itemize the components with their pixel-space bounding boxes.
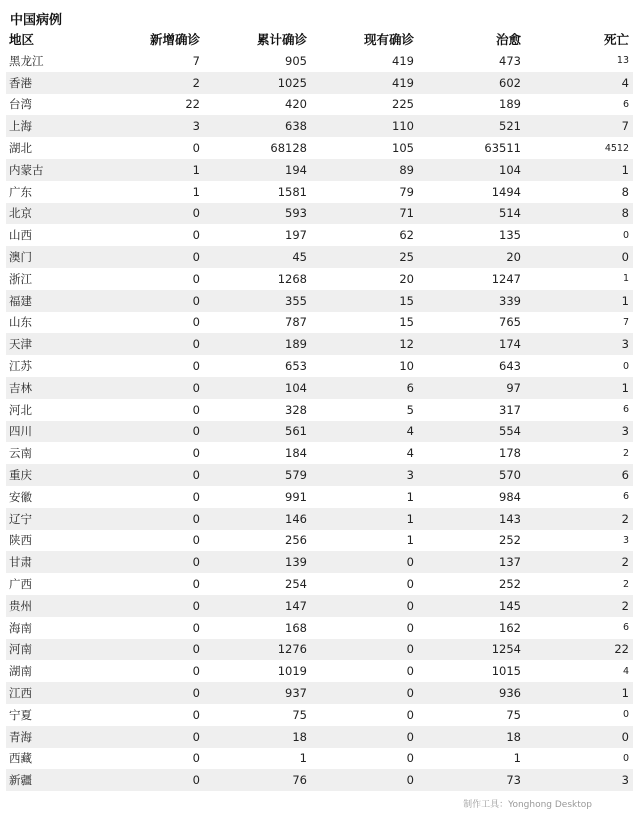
recovered-cell: 252 <box>420 530 527 552</box>
region-cell: 江西 <box>6 682 94 704</box>
recovered-cell: 189 <box>420 94 527 116</box>
new-confirmed-cell: 0 <box>94 290 206 312</box>
current-confirmed-cell: 71 <box>313 203 420 225</box>
new-confirmed-cell: 0 <box>94 442 206 464</box>
deaths-cell: 0 <box>527 704 633 726</box>
table-row <box>6 486 633 508</box>
new-confirmed-cell: 0 <box>94 268 206 290</box>
deaths-cell: 3 <box>527 769 633 791</box>
total-confirmed-cell: 1581 <box>206 181 313 203</box>
deaths-cell: 6 <box>527 399 633 421</box>
deaths-cell: 2 <box>527 573 633 595</box>
new-confirmed-cell: 0 <box>94 639 206 661</box>
current-confirmed-cell: 105 <box>313 137 420 159</box>
table-body <box>6 50 633 791</box>
recovered-cell: 339 <box>420 290 527 312</box>
recovered-cell: 73 <box>420 769 527 791</box>
current-confirmed-cell: 110 <box>313 115 420 137</box>
deaths-cell: 7 <box>527 312 633 334</box>
deaths-cell: 6 <box>527 617 633 639</box>
region-cell: 贵州 <box>6 595 94 617</box>
deaths-cell: 13 <box>527 50 633 72</box>
table-row <box>6 682 633 704</box>
column-header-new-confirmed[interactable]: 新增确诊 <box>149 31 200 47</box>
current-confirmed-cell: 0 <box>313 573 420 595</box>
recovered-cell: 143 <box>420 508 527 530</box>
new-confirmed-cell: 1 <box>94 159 206 181</box>
current-confirmed-cell: 1 <box>313 486 420 508</box>
total-confirmed-cell: 18 <box>206 726 313 748</box>
deaths-cell: 2 <box>527 442 633 464</box>
region-cell: 青海 <box>6 726 94 748</box>
region-cell: 辽宁 <box>6 508 94 530</box>
region-cell: 四川 <box>6 421 94 443</box>
region-cell: 福建 <box>6 290 94 312</box>
region-cell: 黑龙江 <box>6 50 94 72</box>
table-row <box>6 312 633 334</box>
table-row <box>6 355 633 377</box>
deaths-cell: 0 <box>527 224 633 246</box>
total-confirmed-cell: 1025 <box>206 72 313 94</box>
table-row <box>6 769 633 791</box>
new-confirmed-cell: 0 <box>94 355 206 377</box>
region-cell: 山东 <box>6 312 94 334</box>
recovered-cell: 984 <box>420 486 527 508</box>
total-confirmed-cell: 45 <box>206 246 313 268</box>
region-cell: 湖南 <box>6 660 94 682</box>
region-cell: 香港 <box>6 72 94 94</box>
current-confirmed-cell: 225 <box>313 94 420 116</box>
deaths-cell: 0 <box>527 246 633 268</box>
deaths-cell: 1 <box>527 290 633 312</box>
column-header-total-confirmed[interactable]: 累计确诊 <box>256 31 307 47</box>
recovered-cell: 1247 <box>420 268 527 290</box>
total-confirmed-cell: 147 <box>206 595 313 617</box>
current-confirmed-cell: 62 <box>313 224 420 246</box>
region-cell: 台湾 <box>6 94 94 116</box>
current-confirmed-cell: 0 <box>313 639 420 661</box>
deaths-cell: 1 <box>527 377 633 399</box>
new-confirmed-cell: 0 <box>94 203 206 225</box>
new-confirmed-cell: 0 <box>94 486 206 508</box>
total-confirmed-cell: 76 <box>206 769 313 791</box>
total-confirmed-cell: 75 <box>206 704 313 726</box>
recovered-cell: 473 <box>420 50 527 72</box>
total-confirmed-cell: 256 <box>206 530 313 552</box>
current-confirmed-cell: 0 <box>313 726 420 748</box>
region-cell: 海南 <box>6 617 94 639</box>
recovered-cell: 643 <box>420 355 527 377</box>
recovered-cell: 1494 <box>420 181 527 203</box>
region-cell: 澳门 <box>6 246 94 268</box>
column-header-region[interactable]: 地区 <box>9 31 35 47</box>
recovered-cell: 1015 <box>420 660 527 682</box>
current-confirmed-cell: 419 <box>313 72 420 94</box>
current-confirmed-cell: 3 <box>313 464 420 486</box>
deaths-cell: 3 <box>527 333 633 355</box>
footer-credit: 制作工具：Yonghong Desktop <box>463 800 592 810</box>
new-confirmed-cell: 0 <box>94 660 206 682</box>
current-confirmed-cell: 20 <box>313 268 420 290</box>
current-confirmed-cell: 15 <box>313 290 420 312</box>
new-confirmed-cell: 0 <box>94 704 206 726</box>
new-confirmed-cell: 0 <box>94 333 206 355</box>
recovered-cell: 602 <box>420 72 527 94</box>
table-header-row <box>6 27 633 50</box>
region-cell: 广东 <box>6 181 94 203</box>
total-confirmed-cell: 68128 <box>206 137 313 159</box>
new-confirmed-cell: 7 <box>94 50 206 72</box>
region-cell: 江苏 <box>6 355 94 377</box>
deaths-cell: 1 <box>527 159 633 181</box>
total-confirmed-cell: 420 <box>206 94 313 116</box>
table-row <box>6 464 633 486</box>
total-confirmed-cell: 168 <box>206 617 313 639</box>
table-row <box>6 399 633 421</box>
recovered-cell: 135 <box>420 224 527 246</box>
column-header-deaths[interactable]: 死亡 <box>603 31 629 47</box>
new-confirmed-cell: 0 <box>94 421 206 443</box>
column-header-recovered[interactable]: 治愈 <box>495 31 521 47</box>
table-row <box>6 595 633 617</box>
new-confirmed-cell: 0 <box>94 530 206 552</box>
deaths-cell: 8 <box>527 181 633 203</box>
table-row <box>6 159 633 181</box>
total-confirmed-cell: 254 <box>206 573 313 595</box>
current-confirmed-cell: 419 <box>313 50 420 72</box>
region-cell: 浙江 <box>6 268 94 290</box>
total-confirmed-cell: 1276 <box>206 639 313 661</box>
current-confirmed-cell: 79 <box>313 181 420 203</box>
table-row <box>6 333 633 355</box>
new-confirmed-cell: 1 <box>94 181 206 203</box>
deaths-cell: 0 <box>527 726 633 748</box>
current-confirmed-cell: 4 <box>313 421 420 443</box>
deaths-cell: 1 <box>527 682 633 704</box>
new-confirmed-cell: 0 <box>94 464 206 486</box>
region-cell: 西藏 <box>6 748 94 770</box>
current-confirmed-cell: 1 <box>313 530 420 552</box>
deaths-cell: 22 <box>527 639 633 661</box>
recovered-cell: 104 <box>420 159 527 181</box>
region-cell: 湖北 <box>6 137 94 159</box>
region-cell: 河北 <box>6 399 94 421</box>
current-confirmed-cell: 10 <box>313 355 420 377</box>
total-confirmed-cell: 653 <box>206 355 313 377</box>
total-confirmed-cell: 328 <box>206 399 313 421</box>
current-confirmed-cell: 0 <box>313 595 420 617</box>
total-confirmed-cell: 561 <box>206 421 313 443</box>
deaths-cell: 8 <box>527 203 633 225</box>
region-cell: 天津 <box>6 333 94 355</box>
region-cell: 上海 <box>6 115 94 137</box>
recovered-cell: 63511 <box>420 137 527 159</box>
table-row <box>6 551 633 573</box>
region-cell: 北京 <box>6 203 94 225</box>
table-row <box>6 115 633 137</box>
region-cell: 重庆 <box>6 464 94 486</box>
current-confirmed-cell: 0 <box>313 617 420 639</box>
current-confirmed-cell: 0 <box>313 748 420 770</box>
region-cell: 山西 <box>6 224 94 246</box>
table-row <box>6 50 633 72</box>
total-confirmed-cell: 189 <box>206 333 313 355</box>
total-confirmed-cell: 104 <box>206 377 313 399</box>
new-confirmed-cell: 0 <box>94 748 206 770</box>
current-confirmed-cell: 0 <box>313 704 420 726</box>
current-confirmed-cell: 1 <box>313 508 420 530</box>
new-confirmed-cell: 0 <box>94 726 206 748</box>
deaths-cell: 2 <box>527 508 633 530</box>
recovered-cell: 252 <box>420 573 527 595</box>
total-confirmed-cell: 787 <box>206 312 313 334</box>
new-confirmed-cell: 0 <box>94 224 206 246</box>
deaths-cell: 4 <box>527 660 633 682</box>
region-cell: 新疆 <box>6 769 94 791</box>
column-header-current-confirmed[interactable]: 现有确诊 <box>363 31 414 47</box>
recovered-cell: 174 <box>420 333 527 355</box>
region-cell: 吉林 <box>6 377 94 399</box>
new-confirmed-cell: 0 <box>94 573 206 595</box>
recovered-cell: 97 <box>420 377 527 399</box>
table-row <box>6 530 633 552</box>
total-confirmed-cell: 197 <box>206 224 313 246</box>
region-cell: 甘肃 <box>6 551 94 573</box>
recovered-cell: 554 <box>420 421 527 443</box>
total-confirmed-cell: 937 <box>206 682 313 704</box>
region-cell: 安徽 <box>6 486 94 508</box>
region-cell: 云南 <box>6 442 94 464</box>
deaths-cell: 3 <box>527 421 633 443</box>
recovered-cell: 18 <box>420 726 527 748</box>
region-cell: 内蒙古 <box>6 159 94 181</box>
recovered-cell: 521 <box>420 115 527 137</box>
total-confirmed-cell: 1019 <box>206 660 313 682</box>
deaths-cell: 4512 <box>527 137 633 159</box>
deaths-cell: 2 <box>527 551 633 573</box>
table-row <box>6 726 633 748</box>
current-confirmed-cell: 4 <box>313 442 420 464</box>
total-confirmed-cell: 355 <box>206 290 313 312</box>
current-confirmed-cell: 15 <box>313 312 420 334</box>
deaths-cell: 6 <box>527 464 633 486</box>
recovered-cell: 145 <box>420 595 527 617</box>
table-row <box>6 224 633 246</box>
recovered-cell: 317 <box>420 399 527 421</box>
total-confirmed-cell: 593 <box>206 203 313 225</box>
recovered-cell: 137 <box>420 551 527 573</box>
table-row <box>6 617 633 639</box>
current-confirmed-cell: 0 <box>313 551 420 573</box>
total-confirmed-cell: 139 <box>206 551 313 573</box>
total-confirmed-cell: 905 <box>206 50 313 72</box>
recovered-cell: 1254 <box>420 639 527 661</box>
recovered-cell: 765 <box>420 312 527 334</box>
current-confirmed-cell: 12 <box>313 333 420 355</box>
new-confirmed-cell: 3 <box>94 115 206 137</box>
table-row <box>6 203 633 225</box>
recovered-cell: 1 <box>420 748 527 770</box>
new-confirmed-cell: 0 <box>94 137 206 159</box>
table-row <box>6 573 633 595</box>
total-confirmed-cell: 194 <box>206 159 313 181</box>
table-row <box>6 137 633 159</box>
table-row <box>6 181 633 203</box>
recovered-cell: 20 <box>420 246 527 268</box>
new-confirmed-cell: 0 <box>94 399 206 421</box>
recovered-cell: 514 <box>420 203 527 225</box>
new-confirmed-cell: 0 <box>94 595 206 617</box>
new-confirmed-cell: 0 <box>94 617 206 639</box>
total-confirmed-cell: 579 <box>206 464 313 486</box>
new-confirmed-cell: 0 <box>94 377 206 399</box>
recovered-cell: 178 <box>420 442 527 464</box>
table-row <box>6 660 633 682</box>
table-row <box>6 442 633 464</box>
region-cell: 宁夏 <box>6 704 94 726</box>
table-row <box>6 421 633 443</box>
new-confirmed-cell: 0 <box>94 551 206 573</box>
table-row <box>6 639 633 661</box>
new-confirmed-cell: 2 <box>94 72 206 94</box>
deaths-cell: 4 <box>527 72 633 94</box>
table-row <box>6 704 633 726</box>
total-confirmed-cell: 1268 <box>206 268 313 290</box>
deaths-cell: 6 <box>527 486 633 508</box>
table-row <box>6 94 633 116</box>
table-row <box>6 72 633 94</box>
table-row <box>6 290 633 312</box>
current-confirmed-cell: 5 <box>313 399 420 421</box>
current-confirmed-cell: 6 <box>313 377 420 399</box>
china-cases-table <box>6 27 633 791</box>
total-confirmed-cell: 638 <box>206 115 313 137</box>
total-confirmed-cell: 991 <box>206 486 313 508</box>
table-row <box>6 508 633 530</box>
deaths-cell: 6 <box>527 94 633 116</box>
recovered-cell: 75 <box>420 704 527 726</box>
total-confirmed-cell: 146 <box>206 508 313 530</box>
table-row <box>6 268 633 290</box>
total-confirmed-cell: 184 <box>206 442 313 464</box>
new-confirmed-cell: 0 <box>94 508 206 530</box>
recovered-cell: 570 <box>420 464 527 486</box>
recovered-cell: 936 <box>420 682 527 704</box>
new-confirmed-cell: 0 <box>94 682 206 704</box>
deaths-cell: 3 <box>527 530 633 552</box>
current-confirmed-cell: 0 <box>313 769 420 791</box>
deaths-cell: 7 <box>527 115 633 137</box>
new-confirmed-cell: 0 <box>94 769 206 791</box>
current-confirmed-cell: 0 <box>313 660 420 682</box>
new-confirmed-cell: 0 <box>94 312 206 334</box>
table-row <box>6 377 633 399</box>
current-confirmed-cell: 89 <box>313 159 420 181</box>
current-confirmed-cell: 0 <box>313 682 420 704</box>
deaths-cell: 0 <box>527 355 633 377</box>
region-cell: 陕西 <box>6 530 94 552</box>
deaths-cell: 1 <box>527 268 633 290</box>
table-row <box>6 246 633 268</box>
new-confirmed-cell: 22 <box>94 94 206 116</box>
region-cell: 广西 <box>6 573 94 595</box>
new-confirmed-cell: 0 <box>94 246 206 268</box>
deaths-cell: 0 <box>527 748 633 770</box>
table-row <box>6 748 633 770</box>
region-cell: 河南 <box>6 639 94 661</box>
page-title: 中国病例 <box>10 13 63 28</box>
current-confirmed-cell: 25 <box>313 246 420 268</box>
deaths-cell: 2 <box>527 595 633 617</box>
total-confirmed-cell: 1 <box>206 748 313 770</box>
recovered-cell: 162 <box>420 617 527 639</box>
